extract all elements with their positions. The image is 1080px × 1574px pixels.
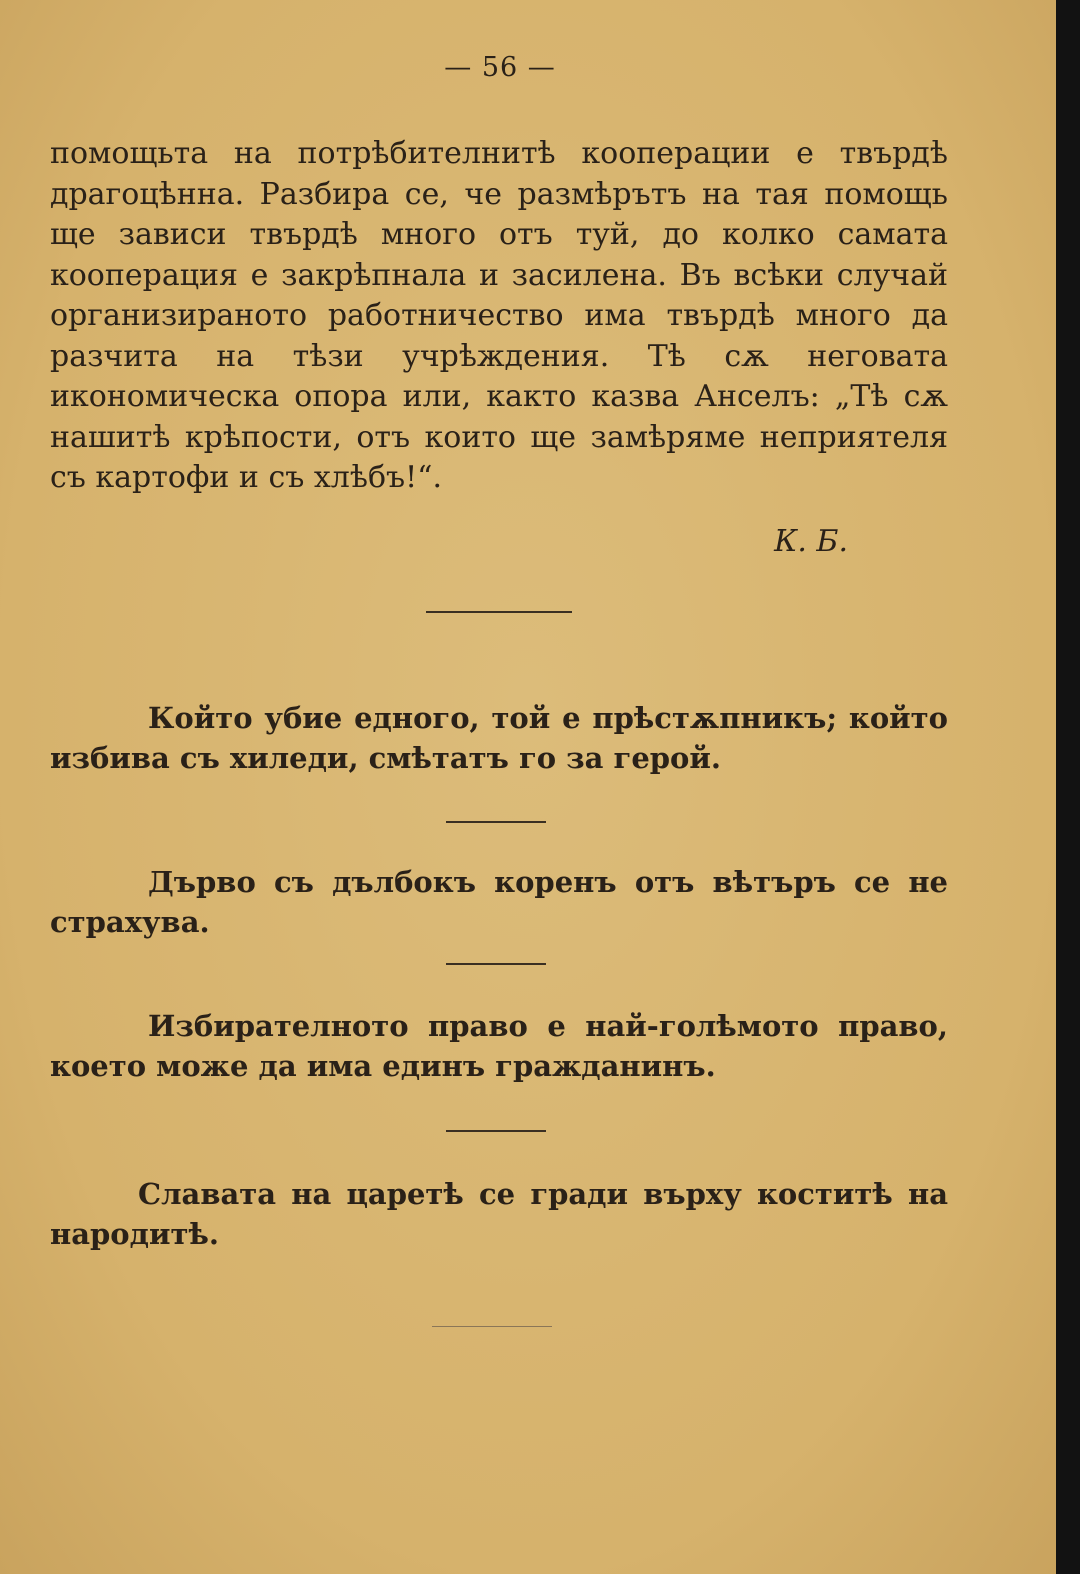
saying-paragraph: Избирателното право е най-голѣмото право, което може да има единъ гражданинъ.	[50, 1009, 948, 1083]
section-divider	[426, 611, 572, 613]
saying-paragraph: Който убие едного, той е прѣстѫпникъ; който избива съ хиледи, смѣтатъ го за герой.	[50, 701, 948, 775]
body-paragraph: помощьта на потрѣбителнитѣ кооперации е твърдѣ драгоцѣнна. Разбира се, че размѣрътъ на тая помощь ще зависи твърдѣ много отъ туй, до колко самата кооперация е закрѣпнала и засилена. Въ всѣки случай организираното работничество има твърдѣ много да разчита на тѣзи учрѣждения. Тѣ сѫ неговата икономическа опора или, както казва Анселъ: „Тѣ сѫ нашитѣ крѣпости, отъ които ще замѣряме неприятеля съ картофи и съ хлѣбъ!“.	[50, 136, 948, 495]
scan-border	[1056, 0, 1080, 1574]
page-number: — 56 —	[444, 52, 556, 83]
section-divider	[446, 963, 546, 965]
author-initials: К. Б.	[774, 524, 848, 559]
saying-paragraph: Славата на царетѣ се гради върху коститѣ на народитѣ.	[50, 1177, 948, 1251]
section-divider	[446, 1130, 546, 1132]
saying-paragraph: Дърво съ дълбокъ коренъ отъ вѣтъръ се не страхува.	[50, 865, 948, 939]
section-divider	[446, 821, 546, 823]
section-divider	[432, 1326, 552, 1327]
